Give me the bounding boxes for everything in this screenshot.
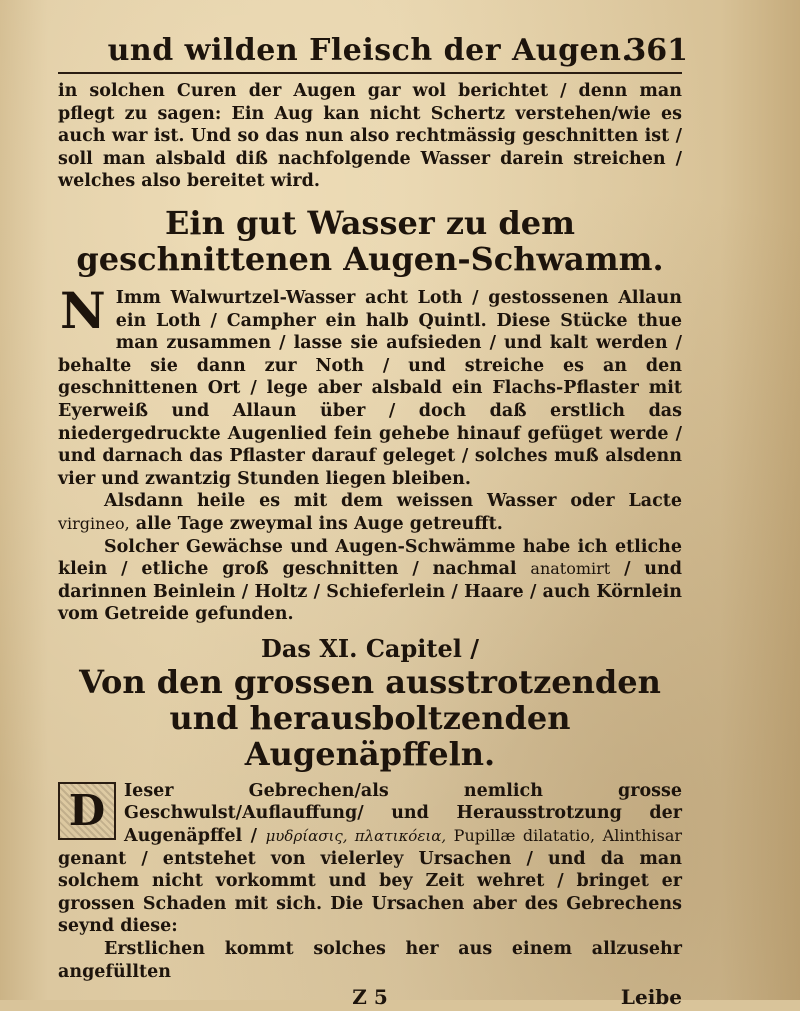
catchline [58, 985, 682, 1011]
paragraph-healing [58, 490, 682, 535]
recipe-heading: Ein gut Wasser zu dem geschnittenen Augen-Schwamm. [76, 203, 664, 278]
paragraph-chapter [58, 780, 682, 938]
paragraph-growths [58, 536, 682, 626]
healing-text: Alsdann heile es mit dem weissen Wasser oder Lacte [104, 491, 682, 512]
chapter-text-a: Ieser Gebrechen/als nemlich grosse Geschwulst/Auflauffung/ und Herausstrotzung der Augenäpffel / [124, 780, 682, 847]
catchword: Leibe [620, 985, 682, 1010]
running-head [58, 30, 688, 74]
chapter-text-b: genant / entstehet von vielerley Ursachen / und da man solchem nicht vorkommt und bey Zeit wehret / bringet er grossen Schaden mit sich. Die Ursachen aber des Gebrechens seynd diese: [58, 848, 682, 937]
drop-cap-d: D [58, 782, 116, 840]
chapter-number: Das XI. Capitel / [261, 633, 479, 663]
paragraph-recipe: Imm Walwurtzel-Wasser acht Loth / gestossenen Allaun ein Loth / Campher ein halb Quintl. Diese Stücke thue man zusammen / lasse sie aufsieden / und kalt werden / behalte sie dann zur Noth / und streiche es an den geschnittenen Ort / lege aber alsbald ein Flachs-Pflaster mit Eyerweiß und Allaun über / doch daß erstlich das niedergedruckte Augenlied fein gehebe hinauf gefüget werde / und darnach das Pflaster darauf geleget / solches muß alsdenn vier und zwantzig Stunden liegen bleiben. [58, 287, 682, 489]
signature-mark: Z 5 [352, 985, 388, 1010]
chapter-greek: μυδρίασις, πλατικόεια, [265, 827, 447, 846]
chapter-latin: Pupillæ dilatatio, Alinthisar [446, 826, 682, 846]
growths-latin: anatomirt [530, 559, 611, 579]
chapter-block [58, 780, 682, 938]
drop-cap-n: N [60, 280, 106, 340]
paragraph-causes: Erstlichen kommt solches her aus einem allzusehr angefüllten [58, 939, 682, 982]
running-title: und wilden Fleisch der Augen. [107, 33, 633, 68]
growths-text-b: / und darinnen Beinlein / Holtz / Schieferlein / Haare / auch Körnlein vom Getreide gefunden. [58, 559, 682, 625]
healing-rest: alle Tage zweymal ins Auge getreufft. [129, 513, 503, 534]
paragraph-intro: in solchen Curen der Augen gar wol berichtet / denn man pflegt zu sagen: Ein Aug kan nicht Schertz verstehen/wie es auch war ist. Und so das nun also rechtmässig geschnitten ist / soll man alsbald diß nachfolgende Wasser darein streichen / welches also bereitet wird. [58, 81, 682, 192]
healing-latin: virgineo, [58, 513, 130, 533]
page-number: 361 [625, 33, 688, 68]
recipe-block [58, 280, 682, 490]
chapter-title: Von den grossen ausstrotzenden und herausboltzenden Augenäpffeln. [79, 662, 661, 773]
growths-text-a: Solcher Gewächse und Augen-Schwämme habe ich etliche klein / etliche groß geschnitten / nachmal [58, 536, 682, 580]
